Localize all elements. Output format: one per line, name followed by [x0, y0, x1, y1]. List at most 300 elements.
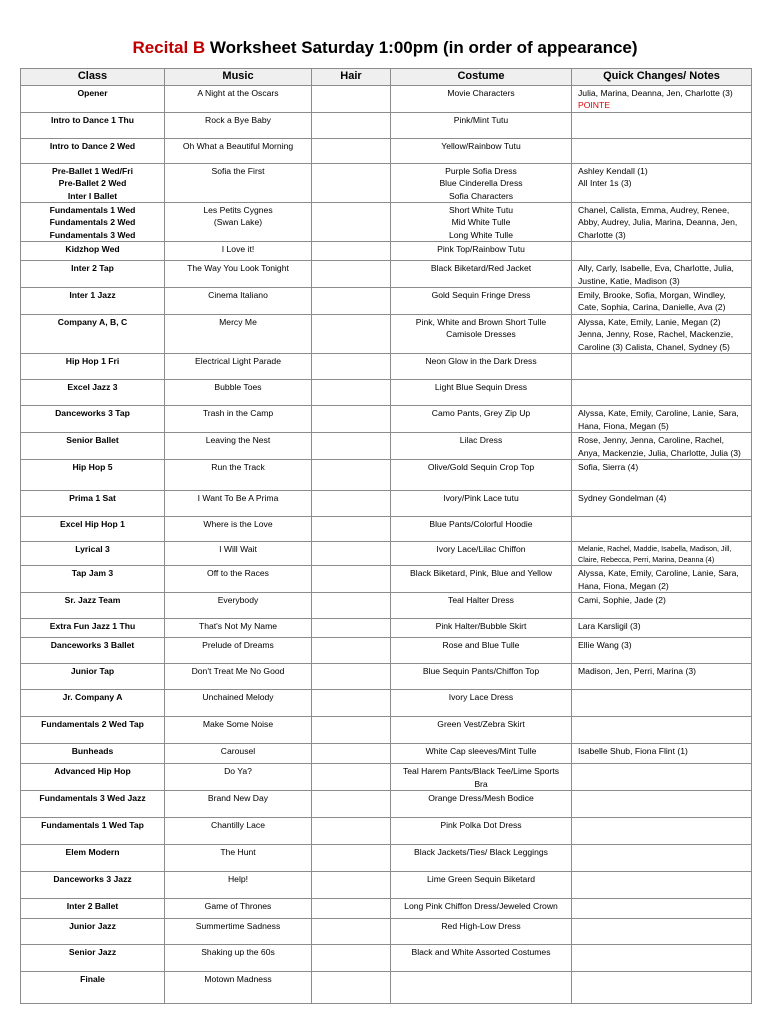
music-cell-line: Run the Track	[211, 461, 265, 472]
music-cell-line: Rock a Bye Baby	[205, 114, 271, 125]
music-cell-line: Oh What a Beautiful Morning	[182, 140, 294, 151]
costume-cell	[391, 380, 572, 406]
costume-cell-line: Camisole Dresses	[446, 329, 516, 340]
class-cell	[21, 566, 165, 593]
music-cell	[165, 459, 312, 490]
class-cell	[21, 459, 165, 490]
music-cell	[165, 638, 312, 664]
notes-cell	[572, 354, 752, 380]
music-cell	[165, 490, 312, 516]
costume-cell	[391, 898, 572, 918]
notes-cell-line: Sydney Gondelman (4)	[578, 492, 667, 503]
recital-worksheet-table	[20, 68, 752, 1004]
music-cell	[165, 516, 312, 541]
costume-cell-line: Teal Harem Pants/Black Tee/Lime Sports	[402, 766, 560, 777]
costume-cell	[391, 971, 572, 1003]
notes-cell	[572, 898, 752, 918]
music-cell	[165, 566, 312, 593]
costume-cell	[391, 918, 572, 944]
class-cell	[21, 288, 165, 315]
hair-cell[interactable]	[312, 744, 391, 764]
costume-cell	[391, 354, 572, 380]
music-cell-line: Don't Treat Me No Good	[191, 666, 285, 677]
costume-cell-line: Ivory/Pink Lace tutu	[443, 492, 519, 503]
header-music: Music	[165, 69, 312, 86]
hair-cell[interactable]	[312, 566, 391, 593]
table-row	[21, 717, 752, 744]
class-cell-line: Sr. Jazz Team	[64, 595, 121, 606]
table-row	[21, 790, 752, 817]
table-row	[21, 971, 752, 1003]
costume-cell-line: Purple Sofia Dress	[445, 165, 517, 176]
hair-cell[interactable]	[312, 638, 391, 664]
notes-cell	[572, 541, 752, 565]
costume-cell	[391, 638, 572, 664]
hair-cell[interactable]	[312, 242, 391, 261]
music-cell-line: Bubble Toes	[214, 382, 262, 393]
hair-cell[interactable]	[312, 898, 391, 918]
table-row	[21, 764, 752, 791]
music-cell	[165, 844, 312, 871]
class-cell-line: Intro to Dance 2 Wed	[49, 140, 136, 151]
hair-cell[interactable]	[312, 541, 391, 565]
music-cell	[165, 288, 312, 315]
costume-cell-line: Pink/Mint Tutu	[453, 114, 509, 125]
class-cell-line: Opener	[77, 88, 108, 98]
class-cell-line: Danceworks 3 Tap	[55, 408, 130, 419]
table-row	[21, 354, 752, 380]
hair-cell[interactable]	[312, 490, 391, 516]
music-cell-line: Make Some Noise	[202, 719, 274, 730]
music-cell-line: I Want To Be A Prima	[197, 492, 279, 503]
class-cell	[21, 261, 165, 288]
hair-cell[interactable]	[312, 918, 391, 944]
notes-cell-line: Alyssa, Kate, Emily, Caroline, Lanie, Sara, Hana, Fiona, Megan (5)	[578, 408, 739, 431]
table-row	[21, 86, 752, 113]
notes-cell	[572, 242, 752, 261]
table-row	[21, 516, 752, 541]
notes-cell	[572, 288, 752, 315]
costume-cell-line: Orange Dress/Mesh Bodice	[428, 792, 534, 803]
music-cell-line: Trash in the Camp	[202, 408, 274, 419]
music-cell	[165, 112, 312, 138]
music-cell	[165, 790, 312, 817]
hair-cell[interactable]	[312, 717, 391, 744]
costume-cell	[391, 490, 572, 516]
notes-cell-line: All Inter 1s (3)	[578, 178, 632, 189]
music-cell	[165, 203, 312, 242]
table-row	[21, 566, 752, 593]
notes-cell	[572, 918, 752, 944]
costume-cell	[391, 717, 572, 744]
music-cell-line: Do Ya?	[224, 766, 252, 777]
costume-cell	[391, 844, 572, 871]
music-cell-line: Shaking up the 60s	[201, 946, 275, 957]
hair-cell[interactable]	[312, 459, 391, 490]
table-row	[21, 744, 752, 764]
music-cell-line: Carousel	[220, 746, 256, 757]
hair-cell[interactable]	[312, 86, 391, 113]
music-cell	[165, 315, 312, 354]
class-cell	[21, 242, 165, 261]
hair-cell[interactable]	[312, 593, 391, 619]
music-cell	[165, 138, 312, 163]
costume-cell-line: Ivory Lace Dress	[448, 692, 514, 703]
class-cell	[21, 516, 165, 541]
costume-cell	[391, 790, 572, 817]
costume-cell	[391, 112, 572, 138]
costume-cell-line: Lilac Dress	[459, 435, 503, 446]
table-row	[21, 163, 752, 202]
costume-cell	[391, 817, 572, 844]
class-cell-line: Extra Fun Jazz 1 Thu	[49, 621, 136, 632]
class-cell	[21, 354, 165, 380]
class-cell	[21, 315, 165, 354]
music-cell-line: Motown Madness	[204, 973, 272, 984]
costume-cell-line: Movie Characters	[447, 88, 515, 98]
hair-cell[interactable]	[312, 261, 391, 288]
class-cell-line: Junior Tap	[70, 666, 115, 677]
class-cell	[21, 764, 165, 791]
notes-cell	[572, 138, 752, 163]
class-cell	[21, 790, 165, 817]
costume-cell	[391, 541, 572, 565]
costume-cell-line: Black Biketard, Pink, Blue and Yellow	[410, 568, 552, 579]
table-row	[21, 490, 752, 516]
class-cell	[21, 541, 165, 565]
music-cell	[165, 944, 312, 971]
table-row	[21, 898, 752, 918]
costume-cell-line: Blue Sequin Pants/Chiffon Top	[422, 666, 540, 677]
costume-cell-line: Blue Cinderella Dress	[439, 178, 523, 189]
class-cell	[21, 112, 165, 138]
costume-cell	[391, 593, 572, 619]
class-cell-line: Inter 2 Tap	[71, 263, 114, 274]
costume-cell-line: Pink Top/Rainbow Tutu	[437, 244, 525, 255]
music-cell	[165, 593, 312, 619]
costume-cell-line: Long White Tulle	[448, 229, 513, 240]
table-row	[21, 944, 752, 971]
costume-cell-line: Pink Polka Dot Dress	[440, 819, 522, 830]
notes-cell-line: Isabelle Shub, Fiona Flint (1)	[578, 746, 688, 757]
music-cell-line: The Way You Look Tonight	[187, 263, 289, 274]
hair-cell[interactable]	[312, 619, 391, 638]
class-cell-line: Pre-Ballet 1 Wed/Fri	[51, 165, 134, 176]
notes-cell	[572, 380, 752, 406]
music-cell	[165, 690, 312, 717]
table-row	[21, 112, 752, 138]
notes-cell-line: Ashley Kendall (1)	[578, 165, 648, 176]
notes-cell	[572, 566, 752, 593]
notes-cell	[572, 490, 752, 516]
hair-cell[interactable]	[312, 203, 391, 242]
music-cell	[165, 619, 312, 638]
hair-cell[interactable]	[312, 817, 391, 844]
class-cell-line: Intro to Dance 1 Thu	[50, 114, 135, 125]
class-cell	[21, 638, 165, 664]
hair-cell[interactable]	[312, 380, 391, 406]
costume-cell-line: Light Blue Sequin Dress	[434, 382, 528, 393]
notes-cell	[572, 717, 752, 744]
class-cell-line: Fundamentals 3 Wed	[49, 229, 136, 240]
notes-cell	[572, 315, 752, 354]
costume-cell-line: White Cap sleeves/Mint Tulle	[425, 746, 537, 757]
music-cell	[165, 918, 312, 944]
music-cell	[165, 817, 312, 844]
notes-cell	[572, 790, 752, 817]
music-cell-line: Electrical Light Parade	[195, 356, 281, 367]
hair-cell[interactable]	[312, 315, 391, 354]
notes-cell-line: Sofia, Sierra (4)	[578, 461, 639, 472]
notes-cell-line: Julia, Marina, Deanna, Jen, Charlotte (3)	[578, 88, 733, 98]
costume-cell	[391, 315, 572, 354]
class-cell	[21, 433, 165, 460]
music-cell	[165, 898, 312, 918]
music-cell	[165, 744, 312, 764]
costume-cell-line: Yellow/Rainbow Tutu	[441, 140, 521, 151]
music-cell-line: Brand New Day	[207, 792, 269, 803]
class-cell-line: Fundamentals 2 Wed Tap	[41, 719, 144, 730]
notes-cell	[572, 163, 752, 202]
notes-cell	[572, 261, 752, 288]
notes-cell-line: Alyssa, Kate, Emily, Lanie, Megan (2) Jenna, Jenny, Rose, Rachel, Mackenzie, Caroline (3) Calista, Chanel, Sydney (5)	[578, 317, 734, 352]
table-row	[21, 871, 752, 898]
class-cell	[21, 944, 165, 971]
class-cell	[21, 86, 165, 113]
music-cell	[165, 406, 312, 433]
music-cell-line: Cinema Italiano	[208, 290, 268, 301]
music-cell-line: (Swan Lake)	[213, 217, 263, 228]
costume-cell-line: Black Jackets/Ties/ Black Leggings	[414, 846, 548, 857]
table-row	[21, 433, 752, 460]
music-cell-line: Everybody	[217, 595, 259, 606]
class-cell	[21, 971, 165, 1003]
music-cell-line: Game of Thrones	[204, 900, 272, 911]
notes-cell-line: Melanie, Rachel, Maddie, Isabella, Madison, Jill, Claire, Rebecca, Perri, Marina, Deanna (4)	[578, 543, 732, 565]
notes-cell-line: Alyssa, Kate, Emily, Caroline, Lanie, Sara, Hana, Fiona, Megan (2)	[578, 568, 739, 591]
costume-cell	[391, 406, 572, 433]
class-cell-line: Hip Hop 1 Fri	[65, 356, 120, 367]
costume-cell-line: Olive/Gold Sequin Crop Top	[427, 461, 535, 472]
music-cell-line: Sofia the First	[211, 165, 265, 176]
title-recital-label: Recital B	[132, 38, 206, 57]
table-row	[21, 261, 752, 288]
class-cell-line: Fundamentals 2 Wed	[49, 217, 136, 228]
music-cell-line: Where is the Love	[203, 518, 273, 529]
notes-cell	[572, 593, 752, 619]
table-row	[21, 380, 752, 406]
notes-cell	[572, 664, 752, 690]
music-cell	[165, 541, 312, 565]
costume-cell	[391, 516, 572, 541]
music-cell	[165, 354, 312, 380]
costume-cell-line: Lime Green Sequin Biketard	[427, 873, 535, 884]
costume-cell-line: Pink Halter/Bubble Skirt	[435, 621, 527, 632]
title-text: Worksheet Saturday 1:00pm (in order of appearance)	[205, 38, 638, 57]
table-row	[21, 138, 752, 163]
notes-cell-line: Ally, Carly, Isabelle, Eva, Charlotte, Julia, Justine, Katie, Madison (3)	[578, 263, 734, 286]
notes-cell	[572, 203, 752, 242]
class-cell-line: Fundamentals 1 Wed Tap	[41, 819, 144, 830]
notes-cell	[572, 817, 752, 844]
costume-cell-line: Red High-Low Dress	[441, 920, 521, 931]
costume-cell-line: Sofia Characters	[448, 190, 513, 201]
table-row	[21, 315, 752, 354]
costume-cell-line: Bra	[474, 778, 488, 789]
costume-cell-line: Green Vest/Zebra Skirt	[437, 719, 525, 730]
music-cell-line: A Night at the Oscars	[197, 88, 279, 98]
class-cell-line: Tap Jam 3	[71, 568, 114, 579]
costume-cell	[391, 664, 572, 690]
class-cell-line: Finale	[80, 973, 105, 984]
table-row	[21, 541, 752, 565]
hair-cell[interactable]	[312, 971, 391, 1003]
notes-cell	[572, 744, 752, 764]
table-row	[21, 406, 752, 433]
hair-cell[interactable]	[312, 764, 391, 791]
music-cell-line: Les Petits Cygnes	[203, 205, 273, 216]
music-cell	[165, 433, 312, 460]
music-cell	[165, 764, 312, 791]
class-cell-line: Inter 2 Ballet	[66, 900, 119, 911]
class-cell-line: Inter I Ballet	[67, 190, 118, 201]
notes-cell-line: Madison, Jen, Perri, Marina (3)	[578, 666, 696, 677]
class-cell-line: Danceworks 3 Ballet	[50, 640, 135, 651]
class-cell	[21, 817, 165, 844]
table-row	[21, 817, 752, 844]
table-row	[21, 619, 752, 638]
notes-cell	[572, 433, 752, 460]
music-cell-line: Chantilly Lace	[211, 819, 265, 830]
table-row	[21, 288, 752, 315]
hair-cell[interactable]	[312, 516, 391, 541]
class-cell	[21, 744, 165, 764]
music-cell-line: Off to the Races	[207, 568, 269, 579]
class-cell	[21, 918, 165, 944]
hair-cell[interactable]	[312, 790, 391, 817]
costume-cell	[391, 690, 572, 717]
header-row	[21, 69, 752, 86]
header-costume: Costume	[391, 69, 572, 86]
costume-cell-line: Pink, White and Brown Short Tulle	[415, 317, 547, 328]
costume-cell	[391, 764, 572, 791]
costume-cell-line: Rose and Blue Tulle	[442, 640, 520, 651]
music-cell-line: I Will Wait	[219, 543, 257, 554]
class-cell-line: Pre-Ballet 2 Wed	[58, 178, 127, 189]
costume-cell-line: Blue Pants/Colorful Hoodie	[429, 518, 533, 529]
costume-cell-line: Black and White Assorted Costumes	[411, 946, 551, 957]
music-cell	[165, 242, 312, 261]
music-cell	[165, 86, 312, 113]
notes-cell-line: Chanel, Calista, Emma, Audrey, Renee, Abby, Audrey, Julia, Marina, Deanna, Jen, Charlotte (3)	[578, 205, 738, 240]
music-cell	[165, 261, 312, 288]
class-cell-line: Inter 1 Jazz	[69, 290, 116, 301]
class-cell-line: Danceworks 3 Jazz	[53, 873, 132, 884]
music-cell	[165, 971, 312, 1003]
hair-cell[interactable]	[312, 664, 391, 690]
costume-cell	[391, 944, 572, 971]
page-title	[0, 38, 770, 58]
music-cell	[165, 380, 312, 406]
costume-cell	[391, 203, 572, 242]
class-cell	[21, 138, 165, 163]
notes-cell-line: Rose, Jenny, Jenna, Caroline, Rachel, Anya, Mackenzie, Julia, Charlotte, Julia (3)	[578, 435, 741, 458]
notes-cell-line: Lara Karsligil (3)	[578, 621, 641, 632]
notes-cell	[572, 619, 752, 638]
table-row	[21, 203, 752, 242]
music-cell-line: Help!	[227, 873, 249, 884]
class-cell	[21, 203, 165, 242]
costume-cell	[391, 86, 572, 113]
class-cell	[21, 690, 165, 717]
costume-cell	[391, 619, 572, 638]
hair-cell[interactable]	[312, 112, 391, 138]
hair-cell[interactable]	[312, 288, 391, 315]
class-cell-line: Fundamentals 1 Wed	[49, 205, 136, 216]
notes-cell	[572, 86, 752, 113]
hair-cell[interactable]	[312, 163, 391, 202]
music-cell	[165, 664, 312, 690]
class-cell	[21, 898, 165, 918]
costume-cell	[391, 566, 572, 593]
notes-cell	[572, 516, 752, 541]
music-cell	[165, 163, 312, 202]
costume-cell-line: Long Pink Chiffon Dress/Jeweled Crown	[404, 900, 558, 911]
table-row	[21, 242, 752, 261]
costume-cell-line: Short White Tutu	[448, 205, 513, 216]
hair-cell[interactable]	[312, 138, 391, 163]
music-cell-line: Unchained Melody	[202, 692, 274, 703]
header-notes: Quick Changes/ Notes	[572, 69, 752, 86]
hair-cell[interactable]	[312, 844, 391, 871]
class-cell	[21, 717, 165, 744]
music-cell-line: The Hunt	[220, 846, 256, 857]
table-row	[21, 593, 752, 619]
notes-cell	[572, 971, 752, 1003]
header-class: Class	[21, 69, 165, 86]
notes-cell	[572, 638, 752, 664]
class-cell	[21, 490, 165, 516]
notes-cell	[572, 459, 752, 490]
hair-cell[interactable]	[312, 406, 391, 433]
costume-cell	[391, 138, 572, 163]
costume-cell-line: Gold Sequin Fringe Dress	[431, 290, 531, 301]
class-cell-line: Fundamentals 3 Wed Jazz	[39, 792, 146, 803]
class-cell-line: Elem Modern	[65, 846, 120, 857]
table-row	[21, 664, 752, 690]
notes-cell	[572, 690, 752, 717]
hair-cell[interactable]	[312, 690, 391, 717]
header-hair: Hair	[312, 69, 391, 86]
costume-cell	[391, 871, 572, 898]
class-cell-line: Bunheads	[71, 746, 114, 757]
hair-cell[interactable]	[312, 433, 391, 460]
costume-cell-line: Teal Halter Dress	[448, 595, 514, 606]
costume-cell-line: Camo Pants, Grey Zip Up	[431, 408, 531, 419]
hair-cell[interactable]	[312, 944, 391, 971]
costume-cell	[391, 163, 572, 202]
notes-cell	[572, 844, 752, 871]
table-row	[21, 638, 752, 664]
hair-cell[interactable]	[312, 354, 391, 380]
costume-cell	[391, 459, 572, 490]
class-cell-line: Jr. Company A	[62, 692, 123, 703]
hair-cell[interactable]	[312, 871, 391, 898]
costume-cell	[391, 261, 572, 288]
class-cell	[21, 406, 165, 433]
notes-cell	[572, 112, 752, 138]
class-cell-line: Senior Ballet	[66, 435, 119, 446]
